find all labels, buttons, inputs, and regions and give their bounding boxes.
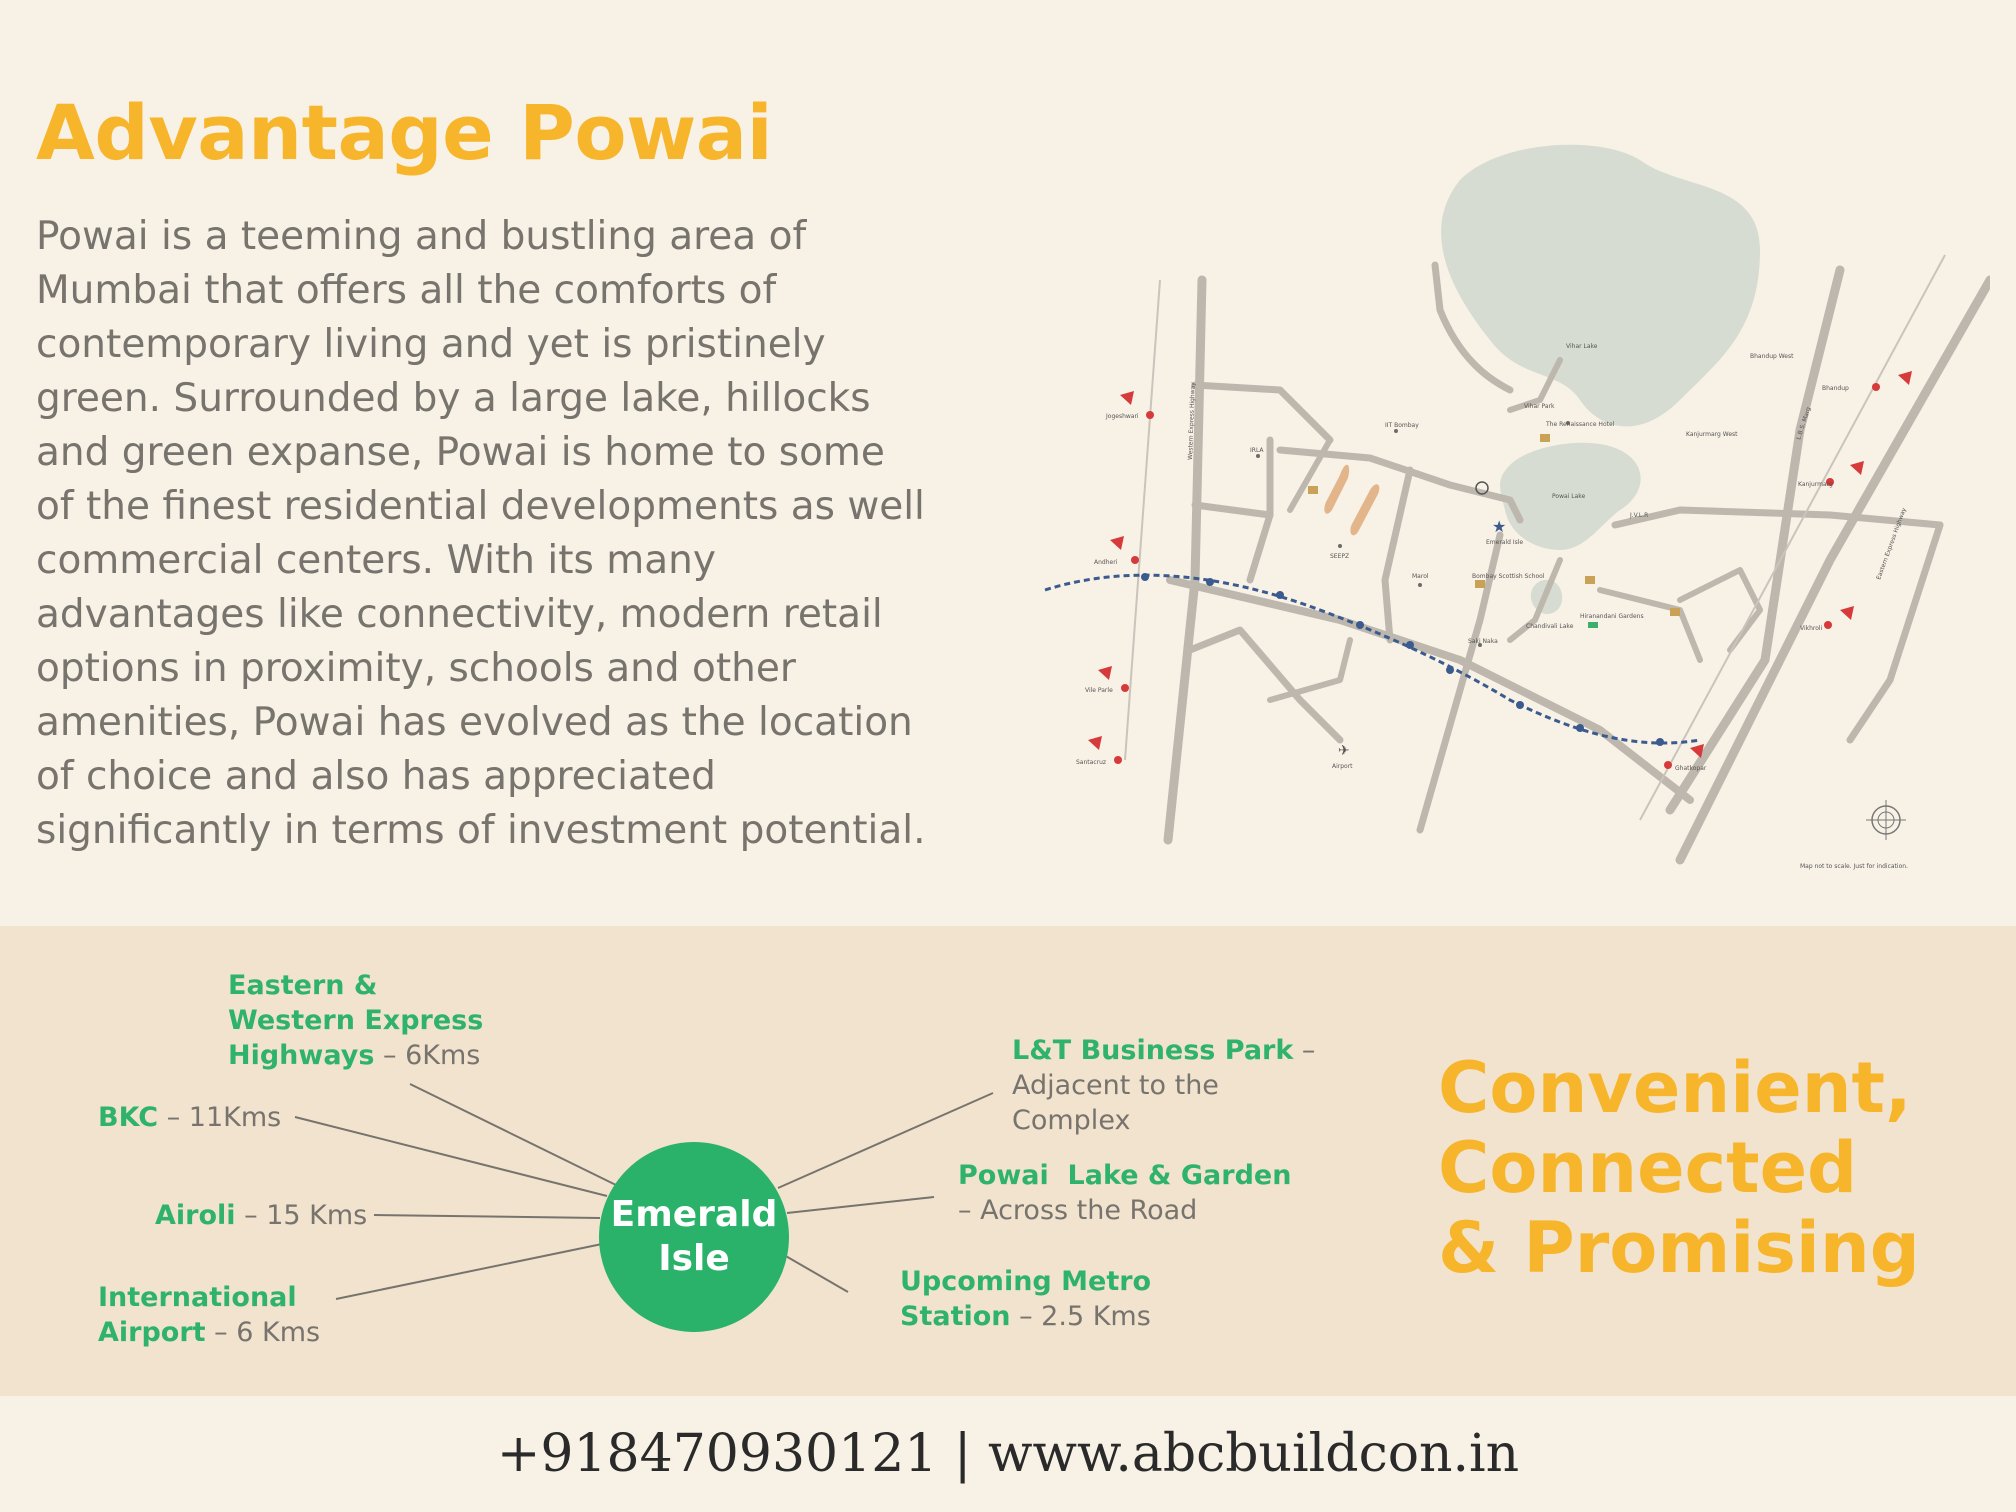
footer bbox=[0, 1396, 2016, 1512]
map-label-saki-naka: Saki Naka bbox=[1468, 638, 1498, 645]
intro-line: Powai is a teeming and bustling area of bbox=[36, 214, 807, 259]
metro-name: Upcoming Metro bbox=[900, 1266, 1152, 1297]
metro-station-marker bbox=[1516, 701, 1524, 709]
station-pin-icon bbox=[1110, 536, 1124, 550]
station-pin-icon bbox=[1872, 383, 1880, 391]
station-pin-icon bbox=[1120, 391, 1134, 405]
bkc-label bbox=[98, 1100, 281, 1135]
map-label-lbs-marg: L.B.S. Marg bbox=[1795, 406, 1813, 441]
tagline bbox=[1438, 1048, 1920, 1288]
station-pin-icon bbox=[1850, 461, 1864, 475]
landmark-marker bbox=[1670, 608, 1680, 616]
lt-distance: Adjacent to the bbox=[1012, 1070, 1219, 1101]
map-label-kanjurmarg: Kanjurmarg bbox=[1798, 481, 1833, 488]
metro-station-marker bbox=[1141, 573, 1149, 581]
compass-icon bbox=[1866, 800, 1906, 840]
station-pin-icon bbox=[1114, 756, 1122, 764]
lake-distance: – Across the Road bbox=[958, 1195, 1198, 1226]
airport-name: Airport bbox=[98, 1317, 206, 1348]
metro-station-marker bbox=[1576, 724, 1584, 732]
landmark-marker bbox=[1418, 583, 1422, 587]
intro-line: advantages like connectivity, modern retail bbox=[36, 592, 883, 637]
intro-line: amenities, Powai has evolved as the location bbox=[36, 700, 913, 745]
map-label-marol: Marol bbox=[1412, 573, 1429, 580]
highways-distance: – 6Kms bbox=[374, 1040, 481, 1071]
vihar-lake bbox=[1441, 145, 1760, 427]
lt-name: L&T Business Park bbox=[1012, 1035, 1294, 1066]
lt-distance: – bbox=[1293, 1035, 1316, 1066]
spoke-line-airport bbox=[336, 1244, 602, 1299]
page-title: Advantage Powai bbox=[36, 88, 773, 177]
bkc-distance: – 11Kms bbox=[158, 1102, 282, 1133]
landmark-marker bbox=[1588, 622, 1598, 628]
tagline-line: Connected bbox=[1438, 1127, 1858, 1209]
map-label-bhandup: Bhandup bbox=[1822, 385, 1849, 392]
map-label-bhandup-west: Bhandup West bbox=[1750, 353, 1794, 360]
station-pin-icon bbox=[1824, 621, 1832, 629]
powai-lake-label bbox=[958, 1158, 1291, 1228]
intro-line: Mumbai that offers all the comforts of bbox=[36, 268, 777, 313]
hillock bbox=[1324, 465, 1349, 514]
intro-line: of choice and also has appreciated bbox=[36, 754, 716, 799]
airport-distance: – 6 Kms bbox=[205, 1317, 321, 1348]
eastern-express-highway bbox=[1680, 280, 1990, 860]
station-pin-icon bbox=[1898, 371, 1912, 385]
station-pin-icon bbox=[1131, 556, 1139, 564]
station-pin-icon bbox=[1121, 684, 1129, 692]
map-label-airport: Airport bbox=[1332, 763, 1353, 770]
metro-station-marker bbox=[1446, 666, 1454, 674]
map-label-vikhroli: Vikhroli bbox=[1800, 625, 1823, 632]
road bbox=[1195, 505, 1270, 515]
landmark-marker bbox=[1308, 486, 1318, 494]
airport-name: International bbox=[98, 1282, 297, 1313]
intro-line: of the finest residential developments as well bbox=[36, 484, 925, 529]
landmark-marker bbox=[1475, 580, 1485, 588]
metro-station-marker bbox=[1206, 578, 1214, 586]
map-label-ghatkopar: Ghatkopar bbox=[1675, 765, 1707, 772]
metro-station-marker bbox=[1276, 591, 1284, 599]
station-pin-icon bbox=[1088, 736, 1102, 750]
road bbox=[1850, 525, 1940, 740]
airoli-label bbox=[155, 1198, 367, 1233]
landmark-marker bbox=[1256, 454, 1260, 458]
intro-line: and green expanse, Powai is home to some bbox=[36, 430, 885, 475]
metro-station-marker bbox=[1656, 738, 1664, 746]
map-label-powai-lake: Powai Lake bbox=[1552, 493, 1586, 500]
intro-line: options in proximity, schools and other bbox=[36, 646, 796, 691]
map-label-vihar-lake: Vihar Lake bbox=[1566, 343, 1598, 350]
map-scale-note: Map not to scale. Just for indication. bbox=[1800, 863, 1908, 870]
lake-name: Powai Lake & Garden bbox=[958, 1160, 1292, 1191]
jvlr-east bbox=[1615, 510, 1940, 525]
tagline-line: Convenient, bbox=[1438, 1047, 1912, 1129]
road bbox=[1385, 470, 1410, 640]
road bbox=[1270, 640, 1350, 700]
map-label-bombay-scottish: Bombay Scottish School bbox=[1472, 573, 1545, 580]
map-label-kanjurmarg-west: Kanjurmarg West bbox=[1686, 431, 1738, 438]
intro-line: contemporary living and yet is pristinely bbox=[36, 322, 826, 367]
location-map bbox=[1040, 140, 1990, 880]
map-label-irla: IRLA bbox=[1250, 447, 1264, 454]
metro-station-marker bbox=[1356, 621, 1364, 629]
metro-name: Station bbox=[900, 1301, 1011, 1332]
station-pin-icon bbox=[1098, 666, 1112, 680]
map-label-chandivali-lake: Chandivali Lake bbox=[1526, 623, 1574, 630]
emerald-isle-hub bbox=[599, 1142, 789, 1332]
metro-line bbox=[1045, 575, 1700, 743]
metro-distance: – 2.5 Kms bbox=[1010, 1301, 1151, 1332]
road bbox=[1195, 385, 1330, 440]
western-express-highway bbox=[1168, 280, 1202, 840]
lt-business-park-label bbox=[1012, 1033, 1315, 1138]
intro-paragraph bbox=[36, 210, 966, 858]
metro-station-label bbox=[900, 1264, 1151, 1334]
airport-label bbox=[98, 1280, 320, 1350]
intro-line: green. Surrounded by a large lake, hillocks bbox=[36, 376, 871, 421]
map-label-emerald-isle: Emerald Isle bbox=[1486, 539, 1524, 546]
station-pin-icon bbox=[1840, 606, 1854, 620]
spoke-line-lake bbox=[787, 1197, 934, 1213]
map-label-jvlr: J.V.L.R bbox=[1630, 512, 1649, 519]
intro-line: commercial centers. With its many bbox=[36, 538, 716, 583]
map-label-andheri: Andheri bbox=[1094, 559, 1118, 566]
airport-icon: ✈ bbox=[1338, 743, 1350, 759]
western-railway bbox=[1125, 280, 1160, 760]
map-label-western-express: Western Express Highway bbox=[1187, 382, 1197, 461]
landmark-marker bbox=[1394, 429, 1398, 433]
station-pin-icon bbox=[1664, 761, 1672, 769]
landmark-marker bbox=[1540, 434, 1550, 442]
map-label-eastern-express: Eastern Express Highway bbox=[1875, 506, 1908, 581]
airoli-name: Airoli bbox=[155, 1200, 236, 1231]
landmark-marker bbox=[1338, 544, 1342, 548]
hillock bbox=[1350, 484, 1379, 535]
hub-label-line: Isle bbox=[658, 1238, 730, 1279]
spoke-line-metro bbox=[784, 1255, 848, 1292]
spoke-line-airoli bbox=[374, 1215, 600, 1218]
highways-name: Highways bbox=[228, 1040, 375, 1071]
highways-label bbox=[228, 968, 483, 1073]
map-label-jogeshwari: Jogeshwari bbox=[1106, 413, 1139, 420]
lt-distance: Complex bbox=[1012, 1105, 1131, 1136]
contact-info: +918470930121 | www.abcbuildcon.in bbox=[496, 1424, 1520, 1484]
metro-station-marker bbox=[1406, 641, 1414, 649]
intro-line: significantly in terms of investment potential. bbox=[36, 808, 926, 853]
highways-name: Eastern & bbox=[228, 970, 378, 1001]
map-label-seepz: SEEPZ bbox=[1330, 553, 1350, 560]
map-label-hiranandani-gardens: Hiranandani Gardens bbox=[1580, 613, 1644, 620]
station-pin-icon bbox=[1146, 411, 1154, 419]
hub-label-line: Emerald bbox=[610, 1194, 778, 1235]
highways-name: Western Express bbox=[228, 1005, 484, 1036]
map-label-vile-parle: Vile Parle bbox=[1085, 687, 1113, 694]
map-label-santacruz: Santacruz bbox=[1076, 759, 1107, 766]
tagline-line: & Promising bbox=[1438, 1207, 1920, 1289]
airoli-distance: – 15 Kms bbox=[235, 1200, 368, 1231]
project-star-icon: ★ bbox=[1492, 517, 1507, 536]
map-label-iit-bombay: IIT Bombay bbox=[1385, 422, 1419, 429]
bkc-name: BKC bbox=[98, 1102, 159, 1133]
map-label-vihar-park: Vihar Park bbox=[1524, 403, 1555, 410]
spoke-line-bkc bbox=[295, 1117, 607, 1196]
spoke-line-highways bbox=[410, 1084, 618, 1186]
map-label-renaissance: The Renaissance Hotel bbox=[1546, 421, 1615, 428]
landmark-marker bbox=[1585, 576, 1595, 584]
